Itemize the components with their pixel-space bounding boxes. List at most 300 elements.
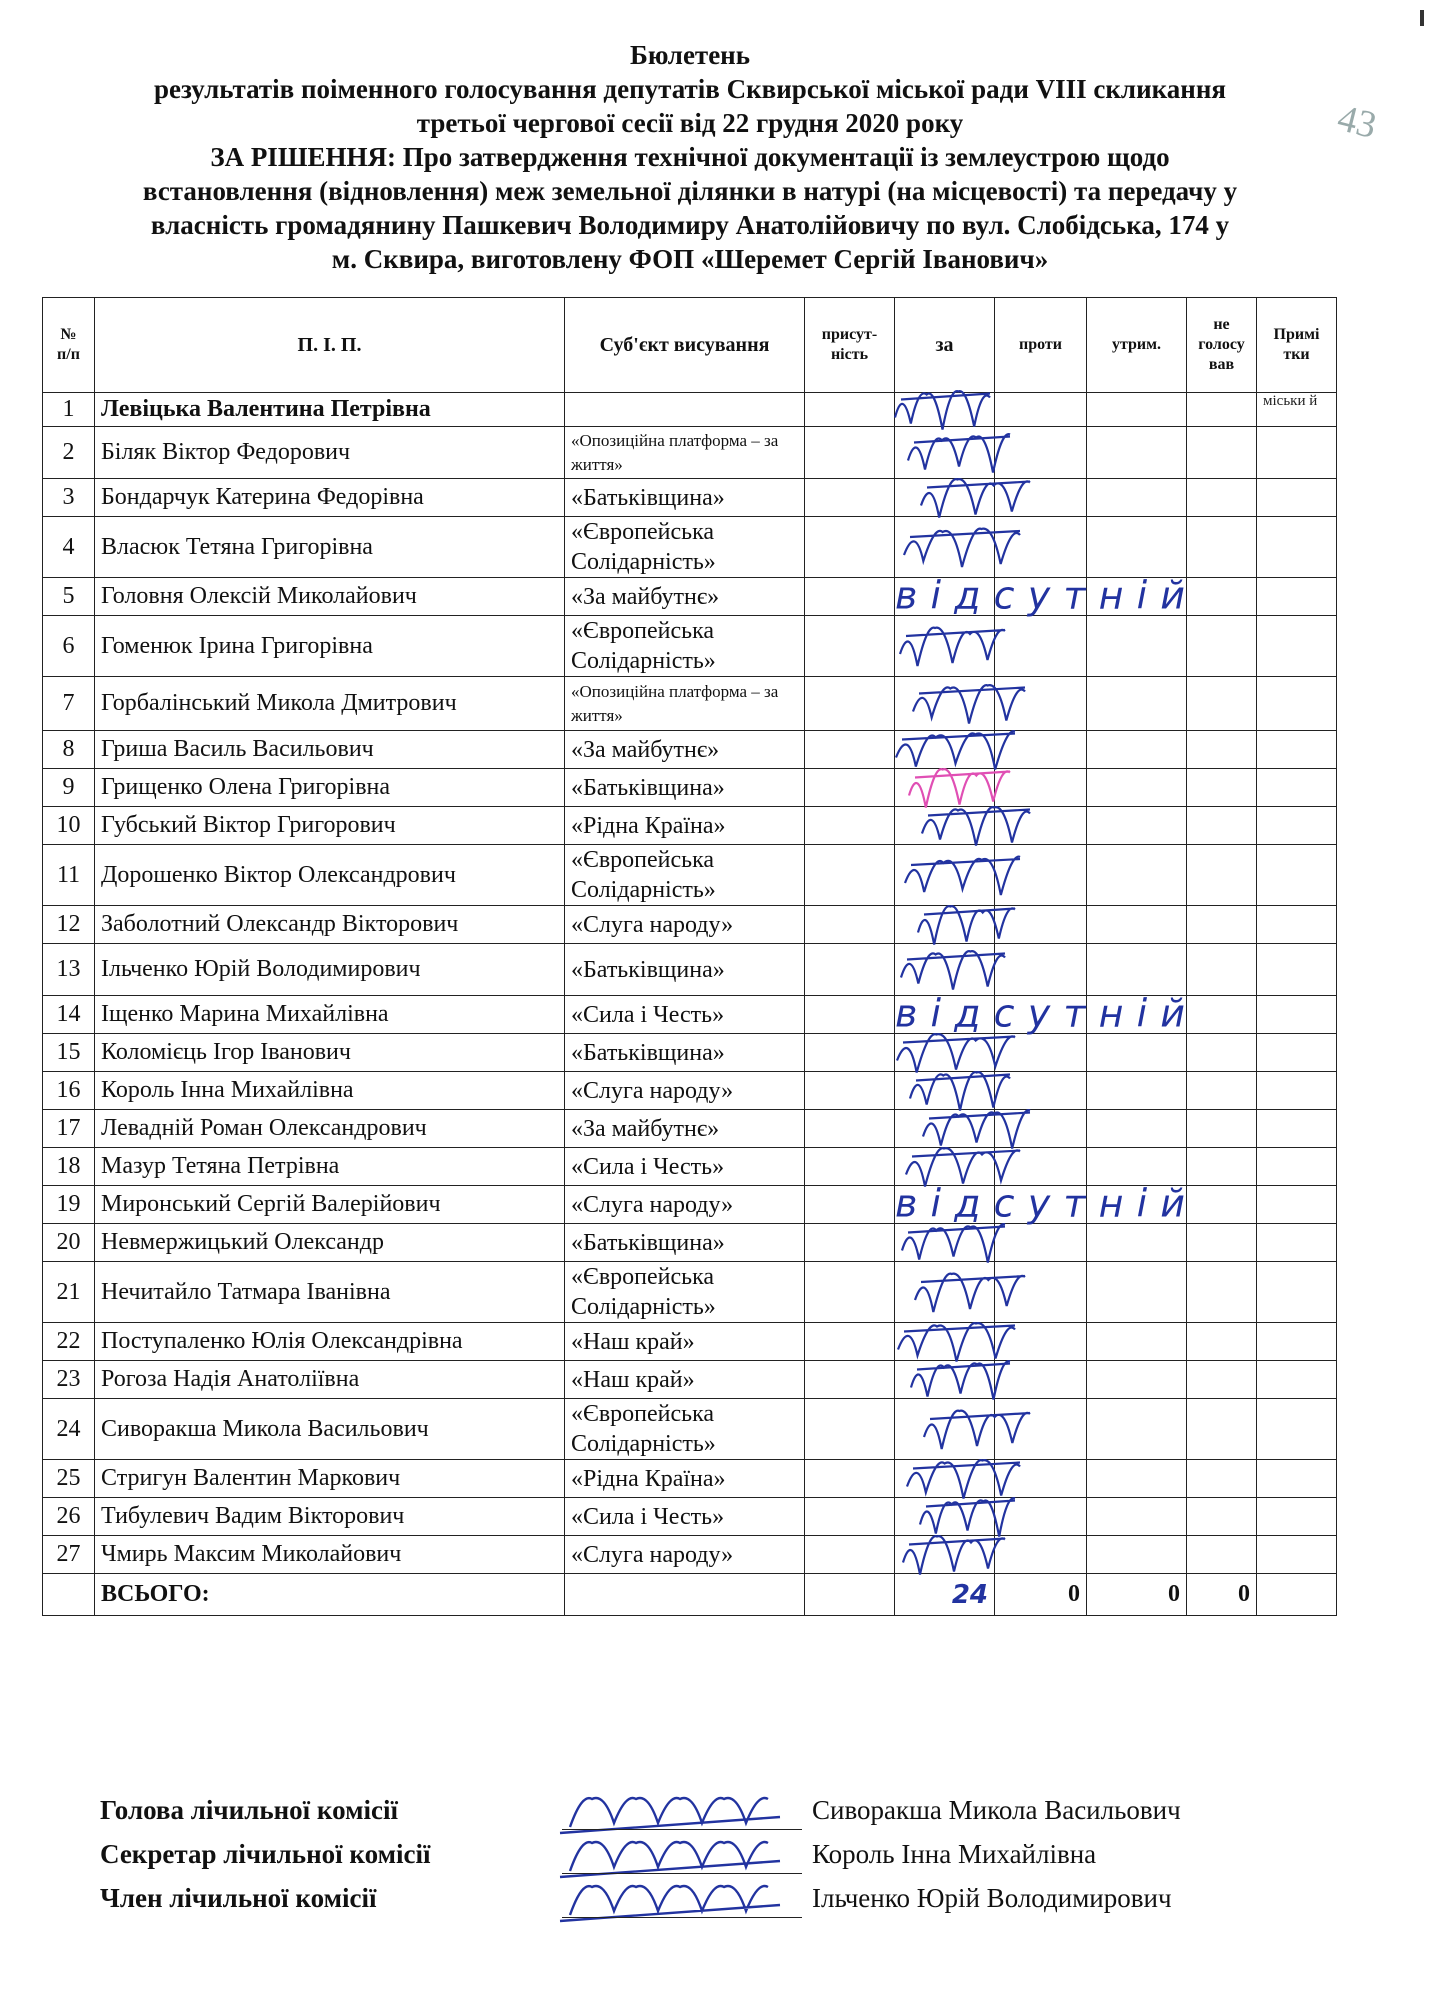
abstain-cell	[1087, 1460, 1187, 1498]
notes-cell	[1257, 1110, 1337, 1148]
absent-handwriting: відсутній	[895, 1181, 1185, 1226]
for-cell	[895, 479, 995, 517]
abstain-cell	[1087, 996, 1187, 1034]
table-row	[43, 479, 1337, 517]
no-vote-cell	[1187, 1498, 1257, 1536]
absent-handwriting: відсутній	[895, 991, 1185, 1036]
header-party: Суб'єкт висування	[565, 298, 805, 393]
for-cell	[895, 1361, 995, 1399]
row-number: 23	[43, 1361, 95, 1399]
row-number: 4	[43, 517, 95, 578]
present-cell	[805, 769, 895, 807]
party-name: «Європейська Солідарність»	[565, 845, 805, 906]
no-vote-cell	[1187, 1034, 1257, 1072]
voting-table-wrap	[42, 297, 1337, 1616]
party-name: «Рідна Країна»	[565, 1460, 805, 1498]
row-number: 5	[43, 578, 95, 616]
row-number: 12	[43, 906, 95, 944]
table-row	[43, 616, 1337, 677]
no-vote-cell	[1187, 393, 1257, 427]
commission-signatures	[100, 1795, 1300, 1927]
present-cell	[805, 1186, 895, 1224]
row-number: 11	[43, 845, 95, 906]
no-vote-cell	[1187, 479, 1257, 517]
no-vote-cell	[1187, 944, 1257, 996]
notes-cell	[1257, 1399, 1337, 1460]
deputy-name: Коломієць Ігор Іванович	[95, 1034, 565, 1072]
against-cell	[995, 1148, 1087, 1186]
abstain-cell	[1087, 427, 1187, 479]
notes-cell	[1257, 1072, 1337, 1110]
abstain-cell	[1087, 479, 1187, 517]
party-name: «Європейська Солідарність»	[565, 616, 805, 677]
against-cell	[995, 1034, 1087, 1072]
deputy-name: Ільченко Юрій Володимирович	[95, 944, 565, 996]
deputy-name: Дорошенко Віктор Олександрович	[95, 845, 565, 906]
signature-line	[562, 1829, 802, 1830]
abstain-cell	[1087, 845, 1187, 906]
table-row	[43, 1399, 1337, 1460]
for-cell	[895, 1110, 995, 1148]
deputy-name: Сиворакша Микола Васильович	[95, 1399, 565, 1460]
for-cell	[895, 616, 995, 677]
deputy-name: Власюк Тетяна Григорівна	[95, 517, 565, 578]
header-against: проти	[995, 298, 1087, 393]
chair-role: Голова лічильної комісії	[100, 1795, 398, 1825]
no-vote-cell	[1187, 769, 1257, 807]
against-cell	[995, 1072, 1087, 1110]
party-name: «Наш край»	[565, 1323, 805, 1361]
total-for: 24	[895, 1574, 995, 1616]
party-name: «Наш край»	[565, 1361, 805, 1399]
present-cell	[805, 1536, 895, 1574]
party-name: «Опозиційна платформа – за життя»	[565, 677, 805, 731]
signature-line	[562, 1873, 802, 1874]
abstain-cell	[1087, 769, 1187, 807]
header-name: П. І. П.	[95, 298, 565, 393]
for-cell	[895, 1034, 995, 1072]
deputy-name: Гриша Василь Васильович	[95, 731, 565, 769]
present-cell	[805, 393, 895, 427]
no-vote-cell	[1187, 517, 1257, 578]
notes-cell	[1257, 1186, 1337, 1224]
for-cell	[895, 427, 995, 479]
party-name: «Сила і Честь»	[565, 1498, 805, 1536]
row-number: 8	[43, 731, 95, 769]
footer-row-chair	[100, 1795, 1300, 1839]
against-cell	[995, 807, 1087, 845]
table-row	[43, 1536, 1337, 1574]
present-cell	[805, 944, 895, 996]
deputy-name: Тибулевич Вадим Вікторович	[95, 1498, 565, 1536]
against-cell	[995, 1186, 1087, 1224]
header-line: ЗА РІШЕННЯ: Про затвердження технічної документації із землеустрою щодо	[210, 142, 1170, 172]
notes-cell	[1257, 906, 1337, 944]
row-number: 3	[43, 479, 95, 517]
no-vote-cell	[1187, 1186, 1257, 1224]
table-row	[43, 996, 1337, 1034]
for-cell	[895, 731, 995, 769]
header-num: № п/п	[43, 298, 95, 393]
for-cell	[895, 845, 995, 906]
notes-cell	[1257, 1034, 1337, 1072]
deputy-name: Гоменюк Ірина Григорівна	[95, 616, 565, 677]
signature-line	[562, 1917, 802, 1918]
header-for: за	[895, 298, 995, 393]
no-vote-cell	[1187, 1110, 1257, 1148]
for-cell	[895, 1460, 995, 1498]
table-row	[43, 427, 1337, 479]
row-number: 24	[43, 1399, 95, 1460]
header-line: м. Сквира, виготовлену ФОП «Шеремет Сергій Іванович»	[331, 244, 1049, 274]
notes-cell	[1257, 1361, 1337, 1399]
notes-cell	[1257, 1498, 1337, 1536]
party-name: «Європейська Солідарність»	[565, 517, 805, 578]
table-header-row	[43, 298, 1337, 393]
against-cell	[995, 845, 1087, 906]
party-name: «Слуга народу»	[565, 1186, 805, 1224]
against-cell	[995, 677, 1087, 731]
deputy-name: Заболотний Олександр Вікторович	[95, 906, 565, 944]
notes-cell	[1257, 807, 1337, 845]
deputy-name: Іщенко Марина Михайлівна	[95, 996, 565, 1034]
no-vote-cell	[1187, 677, 1257, 731]
for-cell	[895, 393, 995, 427]
for-cell	[895, 906, 995, 944]
table-row	[43, 1361, 1337, 1399]
party-name: «Слуга народу»	[565, 1536, 805, 1574]
present-cell	[805, 731, 895, 769]
against-cell	[995, 769, 1087, 807]
against-cell	[995, 1460, 1087, 1498]
deputy-name: Чмирь Максим Миколайович	[95, 1536, 565, 1574]
table-row	[43, 393, 1337, 427]
row-number: 10	[43, 807, 95, 845]
table-row	[43, 1224, 1337, 1262]
table-row	[43, 677, 1337, 731]
for-cell	[895, 1536, 995, 1574]
present-cell	[805, 517, 895, 578]
table-row	[43, 1460, 1337, 1498]
present-cell	[805, 1399, 895, 1460]
present-cell	[805, 616, 895, 677]
no-vote-cell	[1187, 616, 1257, 677]
abstain-cell	[1087, 731, 1187, 769]
notes-cell	[1257, 944, 1337, 996]
party-name: «Батьківщина»	[565, 1034, 805, 1072]
against-cell	[995, 1224, 1087, 1262]
abstain-cell	[1087, 1361, 1187, 1399]
present-cell	[805, 1361, 895, 1399]
party-name: «Батьківщина»	[565, 479, 805, 517]
notes-cell	[1257, 731, 1337, 769]
notes-cell	[1257, 616, 1337, 677]
deputy-name: Стригун Валентин Маркович	[95, 1460, 565, 1498]
notes-cell	[1257, 677, 1337, 731]
no-vote-cell	[1187, 427, 1257, 479]
party-name: «За майбутнє»	[565, 578, 805, 616]
deputy-name: Нечитайло Татмара Іванівна	[95, 1262, 565, 1323]
table-row	[43, 517, 1337, 578]
notes-cell	[1257, 1323, 1337, 1361]
abstain-cell	[1087, 1072, 1187, 1110]
present-cell	[805, 677, 895, 731]
against-cell	[995, 517, 1087, 578]
deputy-name: Поступаленко Юлія Олександрівна	[95, 1323, 565, 1361]
abstain-cell	[1087, 1186, 1187, 1224]
against-cell	[995, 1399, 1087, 1460]
total-row	[43, 1574, 1337, 1616]
notes-cell	[1257, 427, 1337, 479]
table-row	[43, 1034, 1337, 1072]
abstain-cell	[1087, 944, 1187, 996]
header-notes: Примі тки	[1257, 298, 1337, 393]
table-row	[43, 1110, 1337, 1148]
against-cell	[995, 393, 1087, 427]
abstain-cell	[1087, 616, 1187, 677]
party-name: «Батьківщина»	[565, 1224, 805, 1262]
row-number: 18	[43, 1148, 95, 1186]
row-number: 14	[43, 996, 95, 1034]
abstain-cell	[1087, 1536, 1187, 1574]
table-row	[43, 1262, 1337, 1323]
member-name: Ільченко Юрій Володимирович	[812, 1883, 1172, 1913]
row-number: 17	[43, 1110, 95, 1148]
no-vote-cell	[1187, 1072, 1257, 1110]
notes-cell	[1257, 1224, 1337, 1262]
for-cell	[895, 996, 995, 1034]
deputy-name: Бондарчук Катерина Федорівна	[95, 479, 565, 517]
no-vote-cell	[1187, 996, 1257, 1034]
for-cell	[895, 517, 995, 578]
against-cell	[995, 479, 1087, 517]
secretary-name: Король Інна Михайлівна	[812, 1839, 1097, 1869]
present-cell	[805, 1110, 895, 1148]
for-cell	[895, 1148, 995, 1186]
against-cell	[995, 996, 1087, 1034]
deputy-name: Біляк Віктор Федорович	[95, 427, 565, 479]
for-cell	[895, 1498, 995, 1536]
present-cell	[805, 1072, 895, 1110]
no-vote-cell	[1187, 1224, 1257, 1262]
present-cell	[805, 1262, 895, 1323]
row-number: 1	[43, 393, 95, 427]
deputy-name: Головня Олексій Миколайович	[95, 578, 565, 616]
against-cell	[995, 427, 1087, 479]
for-cell	[895, 1186, 995, 1224]
against-cell	[995, 1361, 1087, 1399]
page-number-mark: 43	[1333, 97, 1381, 147]
no-vote-cell	[1187, 906, 1257, 944]
notes-cell	[1257, 1536, 1337, 1574]
for-cell	[895, 944, 995, 996]
row-number: 16	[43, 1072, 95, 1110]
row-number: 27	[43, 1536, 95, 1574]
against-cell	[995, 1498, 1087, 1536]
present-cell	[805, 845, 895, 906]
abstain-cell	[1087, 393, 1187, 427]
table-row	[43, 731, 1337, 769]
for-cell	[895, 1072, 995, 1110]
deputy-name: Король Інна Михайлівна	[95, 1072, 565, 1110]
party-name: «Слуга народу»	[565, 906, 805, 944]
against-cell	[995, 906, 1087, 944]
party-name: «Сила і Честь»	[565, 996, 805, 1034]
no-vote-cell	[1187, 1399, 1257, 1460]
table-row	[43, 578, 1337, 616]
row-number: 13	[43, 944, 95, 996]
table-row	[43, 807, 1337, 845]
party-name: «Опозиційна платформа – за життя»	[565, 427, 805, 479]
against-cell	[995, 731, 1087, 769]
table-row	[43, 1323, 1337, 1361]
deputy-name: Грищенко Олена Григорівна	[95, 769, 565, 807]
member-role: Член лічильної комісії	[100, 1883, 377, 1913]
against-cell	[995, 944, 1087, 996]
notes-cell	[1257, 769, 1337, 807]
no-vote-cell	[1187, 807, 1257, 845]
table-row	[43, 769, 1337, 807]
party-name: «За майбутнє»	[565, 731, 805, 769]
deputy-name: Горбалінський Микола Дмитрович	[95, 677, 565, 731]
against-cell	[995, 1110, 1087, 1148]
party-name: «Слуга народу»	[565, 1072, 805, 1110]
abstain-cell	[1087, 807, 1187, 845]
secretary-role: Секретар лічильної комісії	[100, 1839, 431, 1869]
row-number: 22	[43, 1323, 95, 1361]
no-vote-cell	[1187, 1148, 1257, 1186]
row-number: 21	[43, 1262, 95, 1323]
against-cell	[995, 1323, 1087, 1361]
document-header	[40, 38, 1340, 276]
party-name: «Сила і Честь»	[565, 1148, 805, 1186]
notes-cell	[1257, 996, 1337, 1034]
against-cell	[995, 578, 1087, 616]
no-vote-cell	[1187, 1323, 1257, 1361]
table-row	[43, 1186, 1337, 1224]
deputy-name: Миронський Сергій Валерійович	[95, 1186, 565, 1224]
row-number: 25	[43, 1460, 95, 1498]
row-number: 19	[43, 1186, 95, 1224]
header-title: Бюлетень	[629, 40, 751, 70]
abstain-cell	[1087, 1262, 1187, 1323]
present-cell	[805, 807, 895, 845]
for-cell	[895, 578, 995, 616]
abstain-cell	[1087, 677, 1187, 731]
scan-mark	[1420, 10, 1424, 26]
no-vote-cell	[1187, 1536, 1257, 1574]
header-line: власність громадянину Пашкевич Володимиру Анатолійовичу по вул. Слобідська, 174 у	[150, 210, 1230, 240]
against-cell	[995, 1536, 1087, 1574]
present-cell	[805, 1460, 895, 1498]
table-row	[43, 1072, 1337, 1110]
present-cell	[805, 1034, 895, 1072]
present-cell	[805, 1498, 895, 1536]
header-abstain: утрим.	[1087, 298, 1187, 393]
abstain-cell	[1087, 1399, 1187, 1460]
chair-name: Сиворакша Микола Васильович	[812, 1795, 1181, 1825]
abstain-cell	[1087, 1110, 1187, 1148]
no-vote-cell	[1187, 1262, 1257, 1323]
notes-cell	[1257, 1460, 1337, 1498]
abstain-cell	[1087, 1034, 1187, 1072]
abstain-cell	[1087, 1323, 1187, 1361]
notes-cell	[1257, 578, 1337, 616]
notes-cell	[1257, 1262, 1337, 1323]
total-abstain: 0	[1087, 1574, 1187, 1616]
deputy-name: Мазур Тетяна Петрівна	[95, 1148, 565, 1186]
deputy-name: Левіцька Валентина Петрівна	[95, 393, 565, 427]
row-number: 15	[43, 1034, 95, 1072]
for-cell	[895, 807, 995, 845]
header-no-vote: не голосу вав	[1187, 298, 1257, 393]
row-number: 6	[43, 616, 95, 677]
for-cell	[895, 1224, 995, 1262]
header-line: третьої чергової сесії від 22 грудня 2020 року	[416, 108, 964, 138]
against-cell	[995, 616, 1087, 677]
table-row	[43, 845, 1337, 906]
abstain-cell	[1087, 1224, 1187, 1262]
row-number: 9	[43, 769, 95, 807]
deputy-name: Невмержицький Олександр	[95, 1224, 565, 1262]
present-cell	[805, 1148, 895, 1186]
notes-cell	[1257, 517, 1337, 578]
abstain-cell	[1087, 906, 1187, 944]
no-vote-cell	[1187, 1460, 1257, 1498]
deputy-name: Рогоза Надія Анатоліївна	[95, 1361, 565, 1399]
party-name: «Європейська Солідарність»	[565, 1399, 805, 1460]
row-number: 7	[43, 677, 95, 731]
total-empty	[43, 1574, 95, 1616]
present-cell	[805, 427, 895, 479]
total-label: ВСЬОГО:	[95, 1574, 565, 1616]
party-name: «Батьківщина»	[565, 944, 805, 996]
no-vote-cell	[1187, 578, 1257, 616]
row-number: 26	[43, 1498, 95, 1536]
against-cell	[995, 1262, 1087, 1323]
present-cell	[805, 996, 895, 1034]
abstain-cell	[1087, 578, 1187, 616]
party-name	[565, 393, 805, 427]
voting-table	[42, 297, 1337, 1616]
header-line: встановлення (відновлення) меж земельної ділянки в натурі (на місцевості) та передачу у	[142, 176, 1238, 206]
party-name: «Європейська Солідарність»	[565, 1262, 805, 1323]
table-row	[43, 1148, 1337, 1186]
footer-row-member	[100, 1883, 1300, 1927]
party-name: «За майбутнє»	[565, 1110, 805, 1148]
party-name: «Рідна Країна»	[565, 807, 805, 845]
present-cell	[805, 1224, 895, 1262]
deputy-name: Левадній Роман Олександрович	[95, 1110, 565, 1148]
present-cell	[805, 578, 895, 616]
present-cell	[805, 1323, 895, 1361]
abstain-cell	[1087, 1148, 1187, 1186]
abstain-cell	[1087, 517, 1187, 578]
for-cell	[895, 1262, 995, 1323]
no-vote-cell	[1187, 1361, 1257, 1399]
notes-cell: міськи й	[1257, 393, 1337, 427]
for-cell	[895, 1323, 995, 1361]
notes-cell	[1257, 845, 1337, 906]
header-present: присут- ність	[805, 298, 895, 393]
header-line: результатів поіменного голосування депутатів Сквирської міської ради VIII скликання	[153, 74, 1227, 104]
total-against: 0	[995, 1574, 1087, 1616]
present-cell	[805, 479, 895, 517]
deputy-name: Губський Віктор Григорович	[95, 807, 565, 845]
abstain-cell	[1087, 1498, 1187, 1536]
total-no-vote: 0	[1187, 1574, 1257, 1616]
party-name: «Батьківщина»	[565, 769, 805, 807]
